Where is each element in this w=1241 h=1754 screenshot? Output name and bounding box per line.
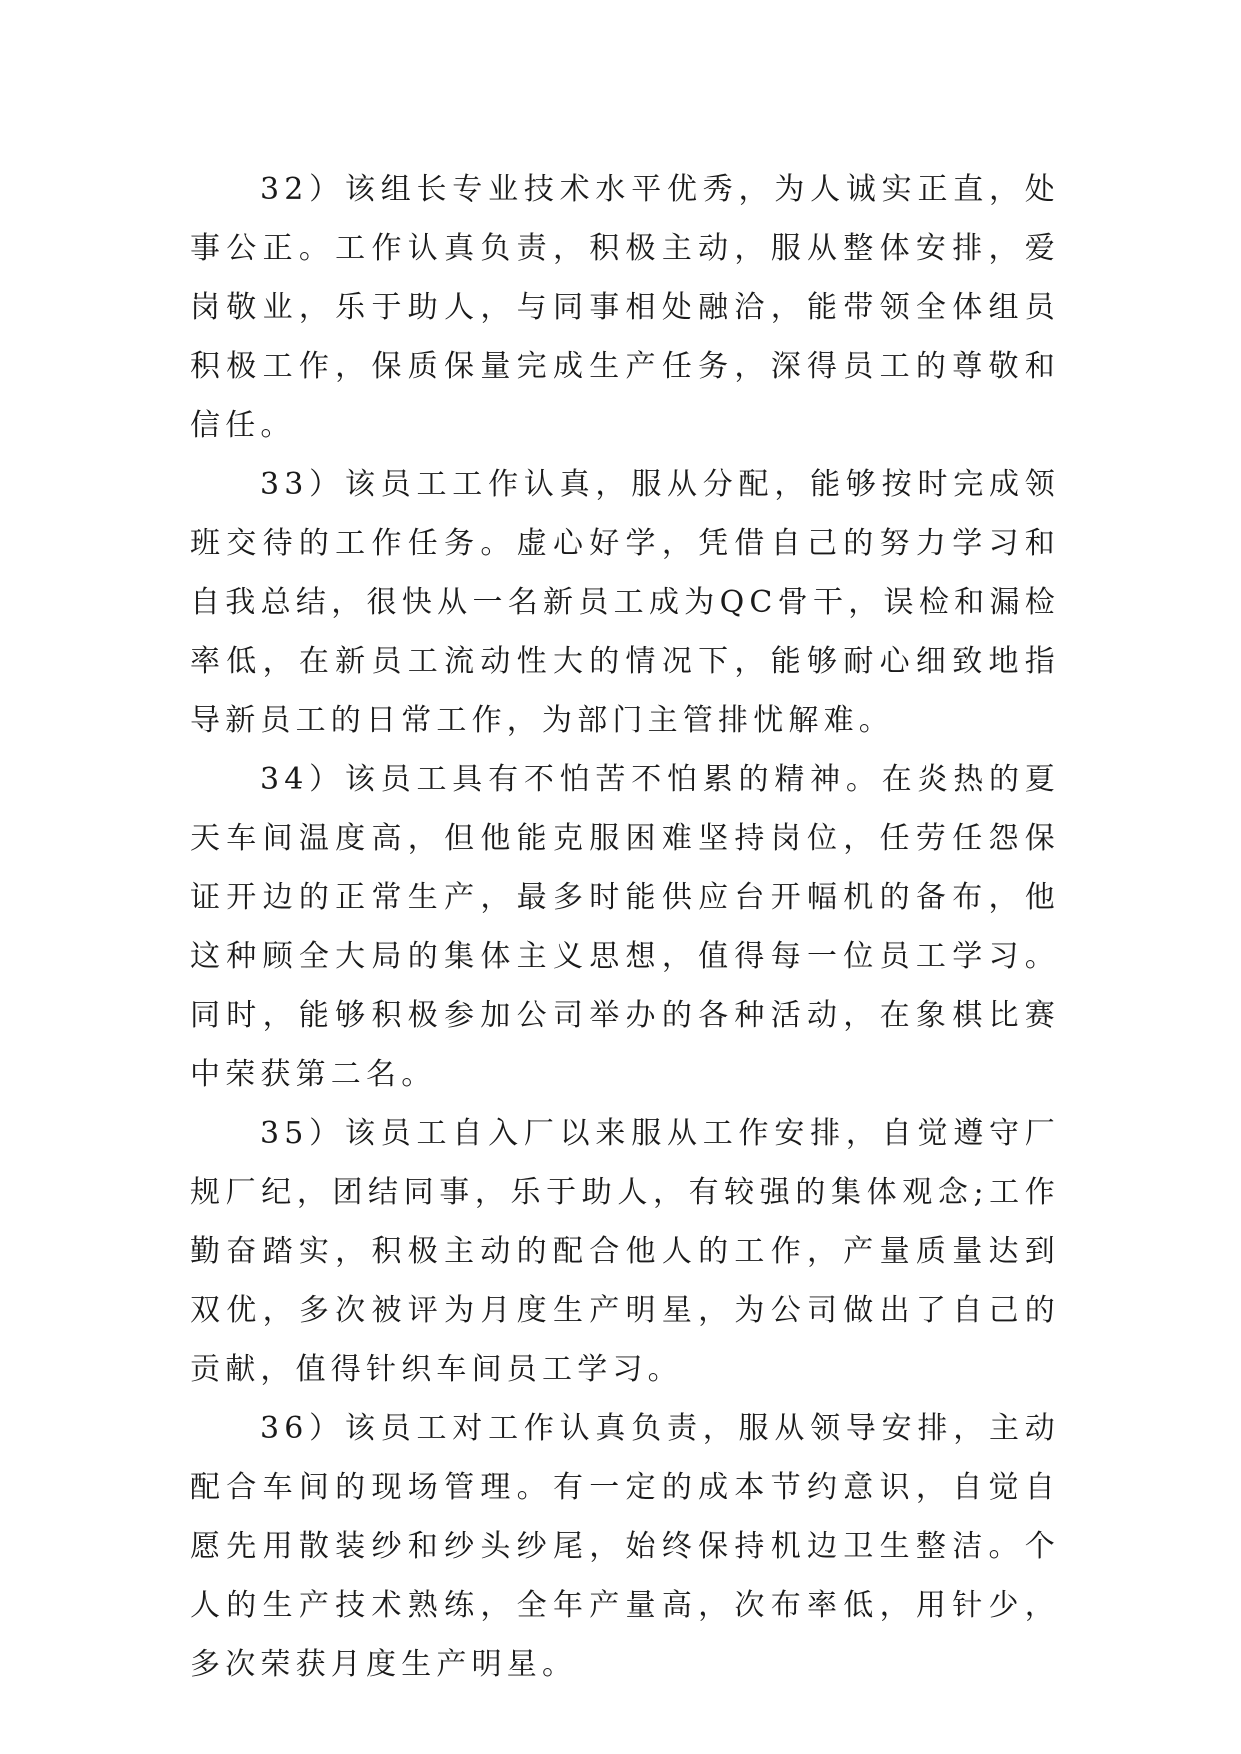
paragraph-34: 34）该员工具有不怕苦不怕累的精神。在炎热的夏天车间温度高，但他能克服困难坚持岗位，任劳任怨保证开边的正常生产，最多时能供应台开幅机的备布，他这种顾全大局的集体主义思想，值得每一位员工学习。同时，能够积极参加公司举办的各种活动，在象棋比赛中荣获第二名。 bbox=[190, 762, 1060, 1092]
paragraph-32: 32）该组长专业技术水平优秀，为人诚实正直，处事公正。工作认真负责，积极主动，服从整体安排，爱岗敬业，乐于助人，与同事相处融洽，能带领全体组员积极工作，保质保量完成生产任务，深得员工的尊敬和信任。 bbox=[190, 172, 1060, 443]
paragraph-36: 36）该员工对工作认真负责，服从领导安排，主动配合车间的现场管理。有一定的成本节约意识，自觉自愿先用散装纱和纱头纱尾，始终保持机边卫生整洁。个人的生产技术熟练，全年产量高，次布率低，用针少，多次荣获月度生产明星。 bbox=[190, 1411, 1060, 1682]
document-body bbox=[190, 160, 1060, 1694]
paragraph-35: 35）该员工自入厂以来服从工作安排，自觉遵守厂规厂纪，团结同事，乐于助人，有较强的集体观念;工作勤奋踏实，积极主动的配合他人的工作，产量质量达到双优，多次被评为月度生产明星，为公司做出了自己的贡献，值得针织车间员工学习。 bbox=[190, 1116, 1060, 1387]
paragraph-33: 33）该员工工作认真，服从分配，能够按时完成领班交待的工作任务。虚心好学，凭借自己的努力学习和自我总结，很快从一名新员工成为QC骨干，误检和漏检率低，在新员工流动性大的情况下，能够耐心细致地指导新员工的日常工作，为部门主管排忧解难。 bbox=[190, 467, 1060, 738]
